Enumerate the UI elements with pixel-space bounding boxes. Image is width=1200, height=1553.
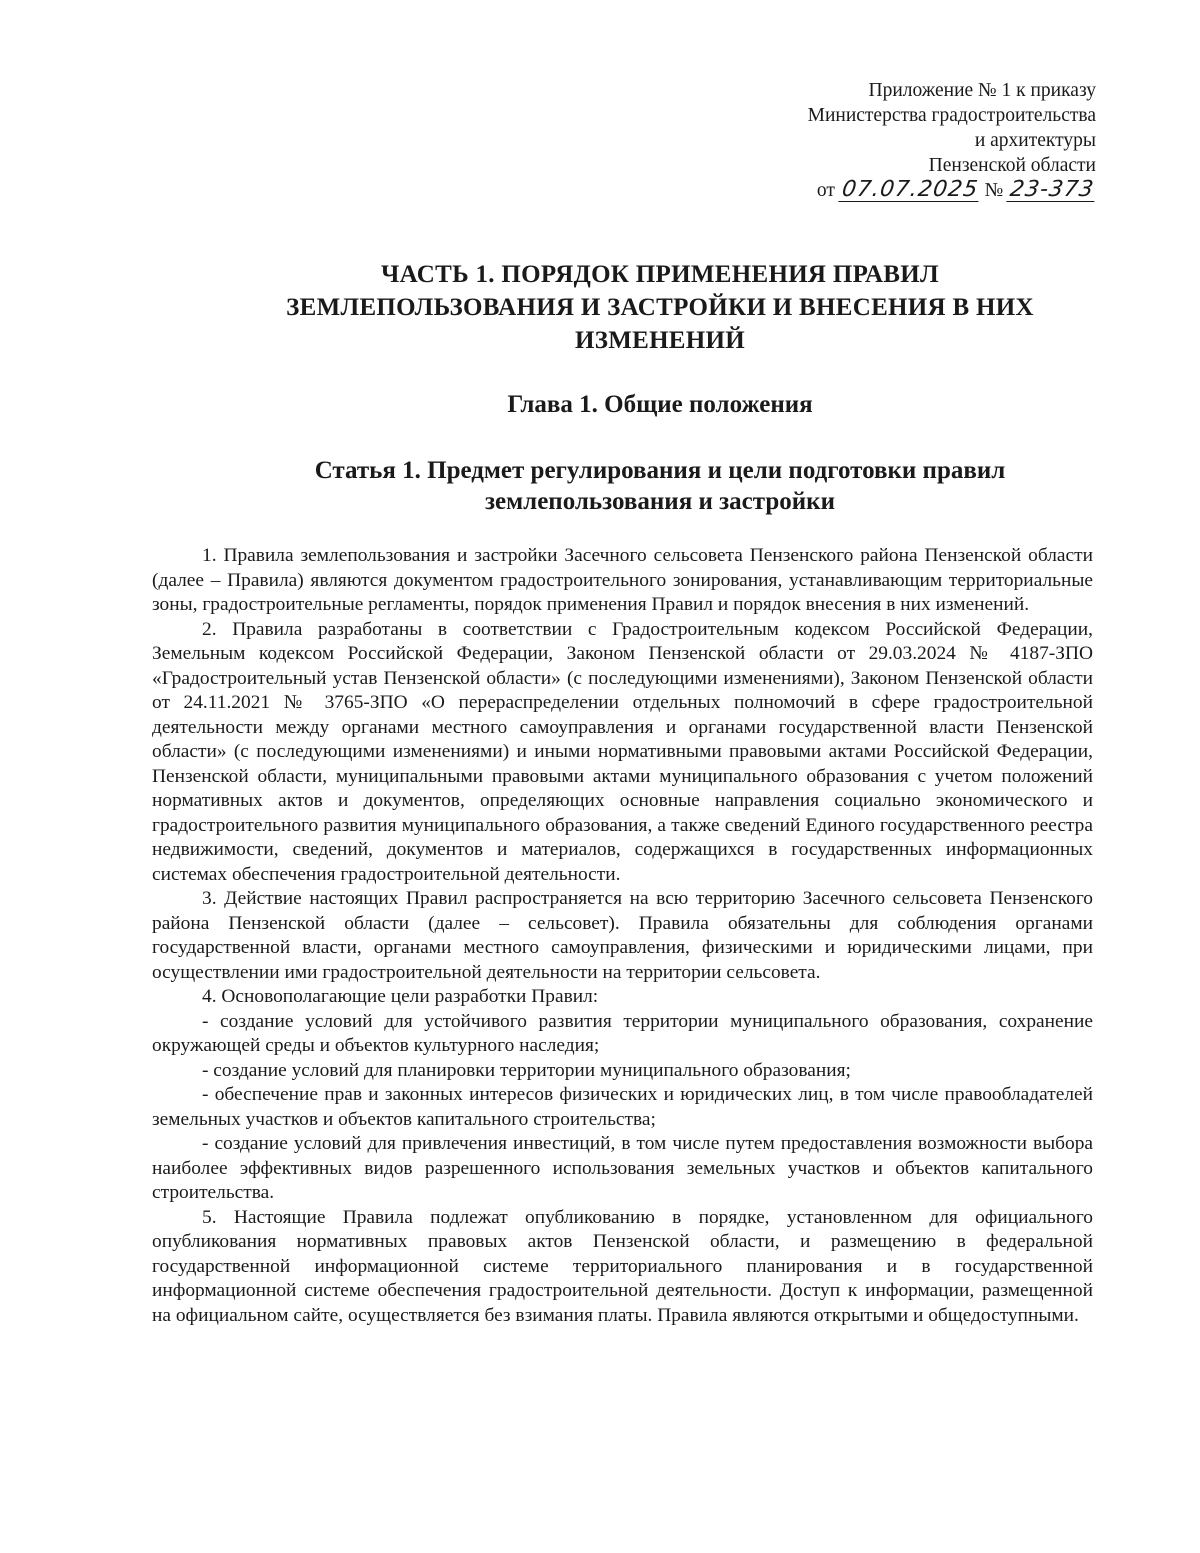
- appendix-line-3: и архитектуры: [974, 130, 1096, 151]
- goal-item-3: - обеспечение прав и законных интересов физических и юридических лиц, в том числе правообладателей земельных участков и объектов капитального строительства;: [152, 1084, 1093, 1130]
- paragraph-4: 4. Основополагающие цели разработки Правил:: [202, 986, 599, 1007]
- article-title: [150, 455, 1170, 517]
- paragraph-2: 2. Правила разработаны в соответствии с Градостроительным кодексом Российской Федерации, Земельным кодексом Российской Федерации, Законом Пензенской области от 29.03.2024 № 4187-ЗПО «Градостроительный устав Пензенской области» (с последующими изменениями), Законом Пензенской области от 24.11.2021 № 3765-ЗПО «О перераспределении отдельных полномочий в сфере градостроительной деятельности между органами местного самоуправления и органами государственной власти Пензенской области» (с последующими изменениями) и иными нормативными правовыми актами Российской Федерации, Пензенской области, муниципальными правовыми актами муниципального образования с учетом положений нормативных актов и документов, определяющих основные направления социально экономического и градостроительного развития муниципального образования, а также сведений Единого государственного реестра недвижимости, сведений, документов и материалов, содержащихся в государственных информационных системах обеспечения градостроительной деятельности.: [152, 618, 1093, 885]
- part-title-line-1: ЧАСТЬ 1. ПОРЯДОК ПРИМЕНЕНИЯ ПРАВИЛ: [381, 261, 939, 288]
- handwritten-date: 07.07.2025: [840, 177, 980, 202]
- handwritten-number: 23-373: [1008, 177, 1096, 202]
- order-date-line: [808, 178, 1096, 203]
- paragraph-1: 1. Правила землепользования и застройки Засечного сельсовета Пензенского района Пензенской области (далее – Правила) являются документом градостроительного зонирования, устанавливающим территориальные зоны, градостроительные регламенты, порядок применения Правил и порядок внесения в них изменений.: [152, 545, 1093, 615]
- paragraph-3: 3. Действие настоящих Правил распространяется на всю территорию Засечного сельсовета Пензенского района Пензенской области (далее – сельсовет). Правила обязательны для соблюдения органами государственной власти, органами местного самоуправления, физическими и юридическими лицами, при осуществлении ими градостроительной деятельности на территории сельсовета.: [152, 888, 1093, 983]
- part-title-line-2: ЗЕМЛЕПОЛЬЗОВАНИЯ И ЗАСТРОЙКИ И ВНЕСЕНИЯ В НИХ: [286, 294, 1034, 321]
- article-title-line-1: Статья 1. Предмет регулирования и цели подготовки правил: [314, 457, 1006, 484]
- paragraph-5: 5. Настоящие Правила подлежат опубликованию в порядке, установленном для официального опубликования нормативных правовых актов Пензенской области, и размещению в федеральной государственной информационной системе территориального планирования и в государственной информационной системе обеспечения градостроительной деятельности. Доступ к информации, размещенной на официальном сайте, осуществляется без взимания платы. Правила являются открытыми и общедоступными.: [152, 1206, 1093, 1326]
- article-title-line-2: землепользования и застройки: [485, 488, 835, 515]
- appendix-line-2: Министерства градостроительства: [807, 105, 1096, 126]
- part-title-line-3: ИЗМЕНЕНИЙ: [574, 327, 746, 354]
- goal-item-1: - создание условий для устойчивого развития территории муниципального образования, сохранение окружающей среды и объектов культурного наследия;: [152, 1010, 1093, 1056]
- date-prefix: от: [816, 180, 835, 201]
- appendix-header: [808, 78, 1096, 203]
- number-sign: №: [984, 180, 1004, 201]
- appendix-line-1: Приложение № 1 к приказу: [868, 80, 1096, 101]
- appendix-line-4: Пензенской области: [928, 155, 1096, 176]
- part-title: [150, 258, 1170, 357]
- chapter-title: Глава 1. Общие положения: [507, 391, 813, 418]
- article-body: [152, 544, 1093, 1328]
- goal-item-2: - создание условий для планировки территории муниципального образования;: [202, 1059, 851, 1081]
- goal-item-4: - создание условий для привлечения инвестиций, в том числе путем предоставления возможности выбора наиболее эффективных видов разрешенного использования земельных участков и объектов капитального строительства.: [152, 1133, 1093, 1203]
